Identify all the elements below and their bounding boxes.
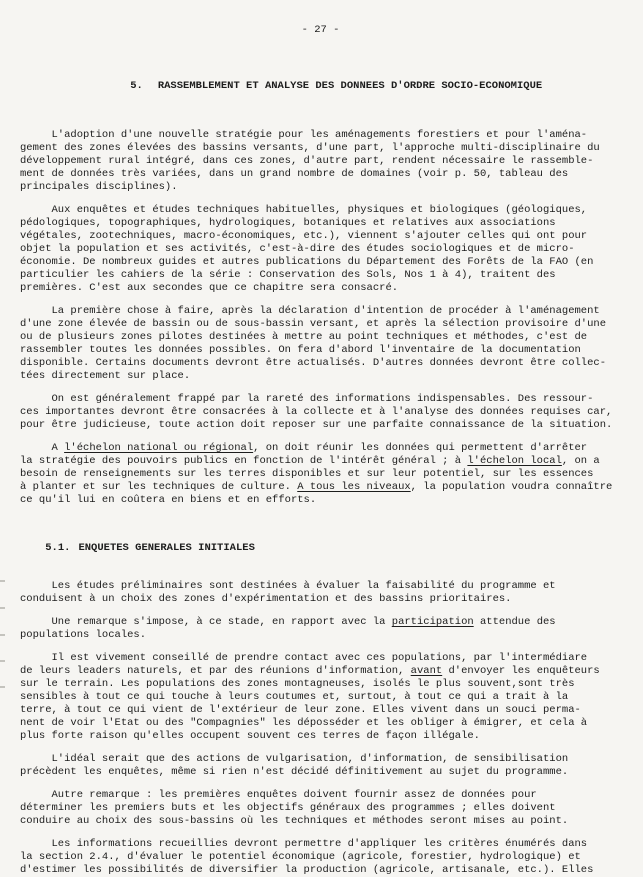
text-line: pédologiques, topographiques, hydrologiques, botaniques et relatives aux associations [20, 217, 556, 229]
text-line: nent de voir l'Etat ou des "Compagnies" les déposséder et les obliger à émigrer, et cela à [20, 717, 588, 729]
paragraph-informations-recueillies [20, 838, 621, 877]
text-line: gement des zones élevées des bassins versants, d'une part, l'approche multi-disciplinaire du [20, 142, 600, 154]
section-heading-title: RASSEMBLEMENT ET ANALYSE DES DONNEES D'ORDRE SOCIO-ECONOMIQUE [157, 80, 543, 92]
paragraph-etudes-preliminaires [20, 580, 621, 606]
text-line: la section 2.4., d'évaluer le potentiel économique (agricole, forestier, hydrologique) et [20, 851, 581, 863]
section-heading-number: 5. [130, 80, 143, 92]
subsection-heading [20, 529, 621, 568]
scan-artifact [0, 580, 5, 582]
text-line: L'idéal serait que des actions de vulgarisation, d'information, de sensibilisation [20, 753, 569, 765]
paragraph-echelons [20, 442, 621, 507]
text-line: conduisent à un choix des zones d'expérimentation et des bassins prioritaires. [20, 593, 512, 605]
text-line: sur le terrain. Les populations des zones montagneuses, isolés le plus souvent,sont très [20, 678, 575, 690]
underlined-text: l'échelon local [467, 455, 562, 467]
text-line: Il est vivement conseillé de prendre contact avec ces populations, par l'intermédiare [20, 652, 588, 664]
paragraph-contact-populations [20, 652, 621, 743]
text-line: précèdent les enquêtes, même si rien n'est décidé définitivement au sujet du programme. [20, 766, 569, 778]
text-line: conduire au choix des sous-bassins où les techniques et méthodes seront mises au point. [20, 815, 569, 827]
scan-artifact [0, 634, 5, 636]
scan-artifact [0, 686, 5, 688]
text-line: populations locales. [20, 629, 147, 641]
paragraph-rarete-informations [20, 393, 621, 432]
text-line: développement rural intégré, dans ces zones, d'autre part, rendent nécessaire le rassemble- [20, 155, 594, 167]
text-line: disponible. Certains documents devront être actualisés. D'autres données devront être collec- [20, 357, 606, 369]
underlined-text: l'échelon national ou régional [64, 442, 254, 454]
underlined-text: avant [410, 665, 443, 677]
text-line: Les informations recueillies devront permettre d'appliquer les critères énumérés dans [20, 838, 588, 850]
text-line: de leurs leaders naturels, et par des réunions d'information, avant d'envoyer les enquêteurs [20, 665, 600, 677]
section-heading [20, 67, 621, 106]
text-line: tées directement sur place. [20, 370, 191, 382]
text-line: ces importantes devront être consacrées à la collecte et à l'analyse des données requises car, [20, 406, 613, 418]
text-line: objet la population et ses activités, c'est-à-dire des études sociologiques et de micro- [20, 243, 575, 255]
text-line: besoin de renseignements sur les terres disponibles et sur leur potentiel, sur les essences [20, 468, 594, 480]
text-line: ce qu'il lui en coûtera en biens et en efforts. [20, 494, 317, 506]
paragraph-adoption-strategie [20, 129, 621, 194]
text-line: On est généralement frappé par la rareté des informations indispensables. Des ressour- [20, 393, 594, 405]
scan-artifact [0, 607, 5, 609]
text-line: d'une zone élevée de bassin ou de sous-bassin versant, et après la sélection provisoire d'une [20, 318, 606, 330]
text-line: La première chose à faire, après la déclaration d'intention de procéder à l'aménagement [20, 305, 600, 317]
text-line: la stratégie des pouvoirs publics en fonction de l'intérêt général ; à l'échelon local, on a [20, 455, 600, 467]
text-line: végétales, zootechniques, macro-économiques, etc.), viennent s'ajouter celles qui ont pour [20, 230, 588, 242]
text-line: Autre remarque : les premières enquêtes doivent fournir assez de données pour [20, 789, 537, 801]
scan-artifact [0, 660, 5, 662]
text-line: sensibles à tout ce qui touche à leurs coutumes et, surtout, à tout ce qui a trait à la [20, 691, 569, 703]
subsection-heading-number: 5.1. [45, 542, 71, 554]
text-line: déterminer les premiers buts et les objectifs généraux des programmes ; elles doivent [20, 802, 556, 814]
text-line: à planter et sur les techniques de culture. A tous les niveaux, la population voudra connaître [20, 481, 613, 493]
underlined-text: A tous les niveaux [297, 481, 411, 493]
text-line: économie. De nombreux guides et autres publications du Département des Forêts de la FAO (en [20, 256, 594, 268]
text-line: terre, à tout ce qui vient de l'extérieur de leur zone. Elles vivent dans un souci perma- [20, 704, 581, 716]
text-line: pour être judicieuse, toute action doit reposer sur une parfaite connaissance de la situation. [20, 419, 613, 431]
text-line: A l'échelon national ou régional, on doit réunir les données qui permettent d'arrêter [20, 442, 588, 454]
text-line: Les études préliminaires sont destinées à évaluer la faisabilité du programme et [20, 580, 556, 592]
text-line: L'adoption d'une nouvelle stratégie pour les aménagements forestiers et pour l'aména- [20, 129, 588, 141]
text-line: ment de données très variées, dans un grand nombre de domaines (voir p. 50, tableau des [20, 168, 569, 180]
text-line: rassembler toutes les données possibles. On fera d'abord l'inventaire de la documentation [20, 344, 581, 356]
paragraph-autre-remarque [20, 789, 621, 828]
text-line: particulier les cahiers de la série : Conservation des Sols, Nos 1 à 4), traitent des [20, 269, 556, 281]
paragraph-ideal-vulgarisation [20, 753, 621, 779]
paragraph-premiere-chose [20, 305, 621, 383]
subsection-heading-title: ENQUETES GENERALES INITIALES [78, 542, 255, 554]
text-line: plus forte raison qu'elles occupent souvent ces terres de façon illégale. [20, 730, 480, 742]
text-line: principales disciplines). [20, 181, 178, 193]
paragraph-participation [20, 616, 621, 642]
paragraph-enquetes-techniques [20, 204, 621, 295]
underlined-text: participation [391, 616, 474, 628]
text-line: ou de plusieurs zones pilotes destinées à mettre au point techniques et méthodes, c'est de [20, 331, 588, 343]
text-line: Une remarque s'impose, à ce stade, en rapport avec la participation attendue des [20, 616, 556, 628]
text-line: d'estimer les possibilités de diversifier la production (agricole, artisanale, etc.). Elles [20, 864, 594, 876]
page-number: - 27 - [301, 24, 340, 36]
text-line: premières. C'est aux secondes que ce chapitre sera consacré. [20, 282, 399, 294]
text-line: Aux enquêtes et études techniques habituelles, physiques et biologiques (géologiques, [20, 204, 588, 216]
